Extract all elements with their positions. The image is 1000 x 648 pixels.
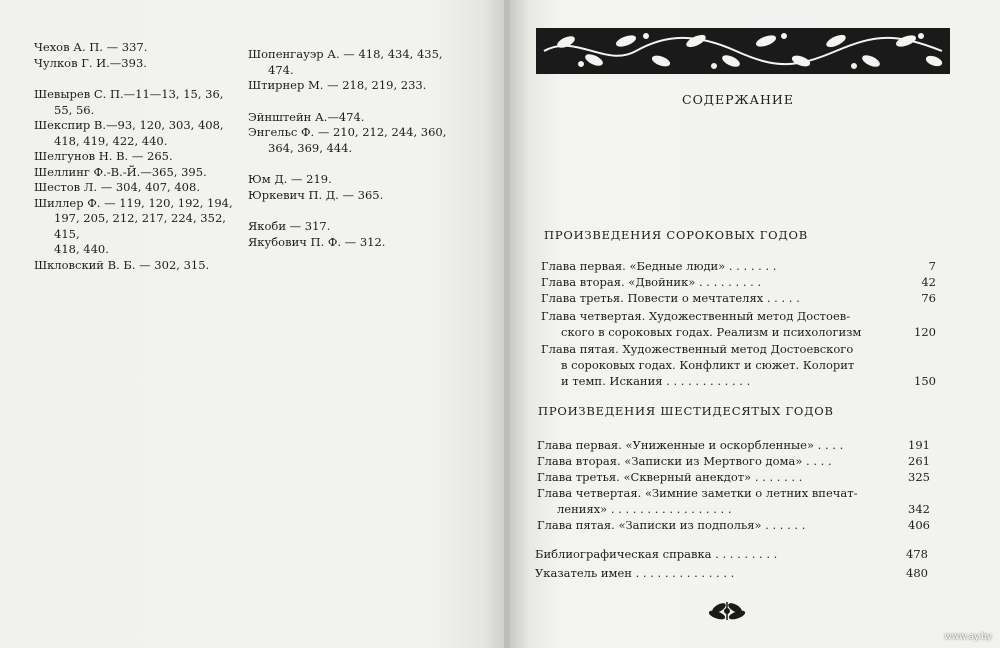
toc-entry: Глава вторая. «Записки из Мертвого дома» . . . . 261 [537, 454, 930, 468]
index-column-2 [248, 47, 456, 250]
index-entry: Шекспир В.—93, 120, 303, 408, 418, 419, 422, 440. [34, 118, 224, 148]
index-entry: Шестов Л. — 304, 407, 408. [34, 180, 200, 194]
toc-entry: Глава пятая. «Записки из подполья» . . . . . . 406 [537, 518, 930, 532]
index-entry: Шопенгауэр А. — 418, 434, 435, 474. [248, 47, 443, 77]
index-entry: Шеллинг Ф.-В.-Й.—365, 395. [34, 164, 207, 179]
toc-entry: Глава пятая. Художественный метод Достоевского в сороковых годах. Конфликт и сюжет. Колорит и темп. Искания . . . . . . . . . . . . 150 [541, 342, 936, 388]
toc-entry: Глава четвертая. «Зимние заметки о летних впечат- лениях» . . . . . . . . . . . . . . . . . 342 [537, 486, 930, 516]
floral-tailpiece-icon [706, 600, 748, 622]
index-entry: Шевырев С. П.—11—13, 15, 36, 55, 56. [34, 87, 224, 117]
toc-entry: Указатель имен . . . . . . . . . . . . . . 480 [535, 566, 928, 580]
toc-entry: Глава третья. Повести о мечтателях . . . . . 76 [541, 291, 936, 305]
toc-entry: Библиографическая справка . . . . . . . . . 478 [535, 547, 928, 561]
index-entry: Эйнштейн А.—474. [248, 109, 365, 124]
section-heading: ПРОИЗВЕДЕНИЯ ШЕСТИДЕСЯТЫХ ГОДОВ [538, 404, 834, 418]
toc-entry: Глава четвертая. Художественный метод Достоев- ского в сороковых годах. Реализм и психологизм 120 [541, 309, 936, 339]
index-column-1 [34, 40, 244, 273]
index-entry: Якоби — 317. [248, 219, 331, 233]
watermark: www.ay.by [944, 632, 992, 642]
index-entry: Юм Д. — 219. [248, 172, 332, 186]
floral-ornament-icon [536, 28, 950, 74]
section-heading: ПРОИЗВЕДЕНИЯ СОРОКОВЫХ ГОДОВ [544, 228, 808, 242]
index-entry: Энгельс Ф. — 210, 212, 244, 360, 364, 369, 444. [248, 125, 447, 155]
index-entry: Якубович П. Ф. — 312. [248, 234, 386, 249]
toc-entry: Глава вторая. «Двойник» . . . . . . . . . 42 [541, 275, 936, 289]
index-entry: Шелгунов Н. В. — 265. [34, 149, 173, 163]
index-entry: Чехов А. П. — 337. [34, 40, 148, 54]
index-entry: Шкловский В. Б. — 302, 315. [34, 257, 210, 272]
toc-entry: Глава первая. «Бедные люди» . . . . . . . 7 [541, 259, 936, 273]
page-title: СОДЕРЖАНИЕ [682, 92, 794, 107]
index-entry: Чулков Г. И.—393. [34, 55, 147, 70]
index-entry: Штирнер М. — 218, 219, 233. [248, 78, 427, 92]
index-entry: Юркевич П. Д. — 365. [248, 187, 384, 202]
index-entry: Шиллер Ф. — 119, 120, 192, 194, 197, 205, 212, 217, 224, 352, 415, 418, 440. [34, 195, 233, 256]
toc-entry: Глава третья. «Скверный анекдот» . . . . . . . 325 [537, 470, 930, 484]
toc-entry: Глава первая. «Униженные и оскорбленные» . . . . 191 [537, 438, 930, 452]
